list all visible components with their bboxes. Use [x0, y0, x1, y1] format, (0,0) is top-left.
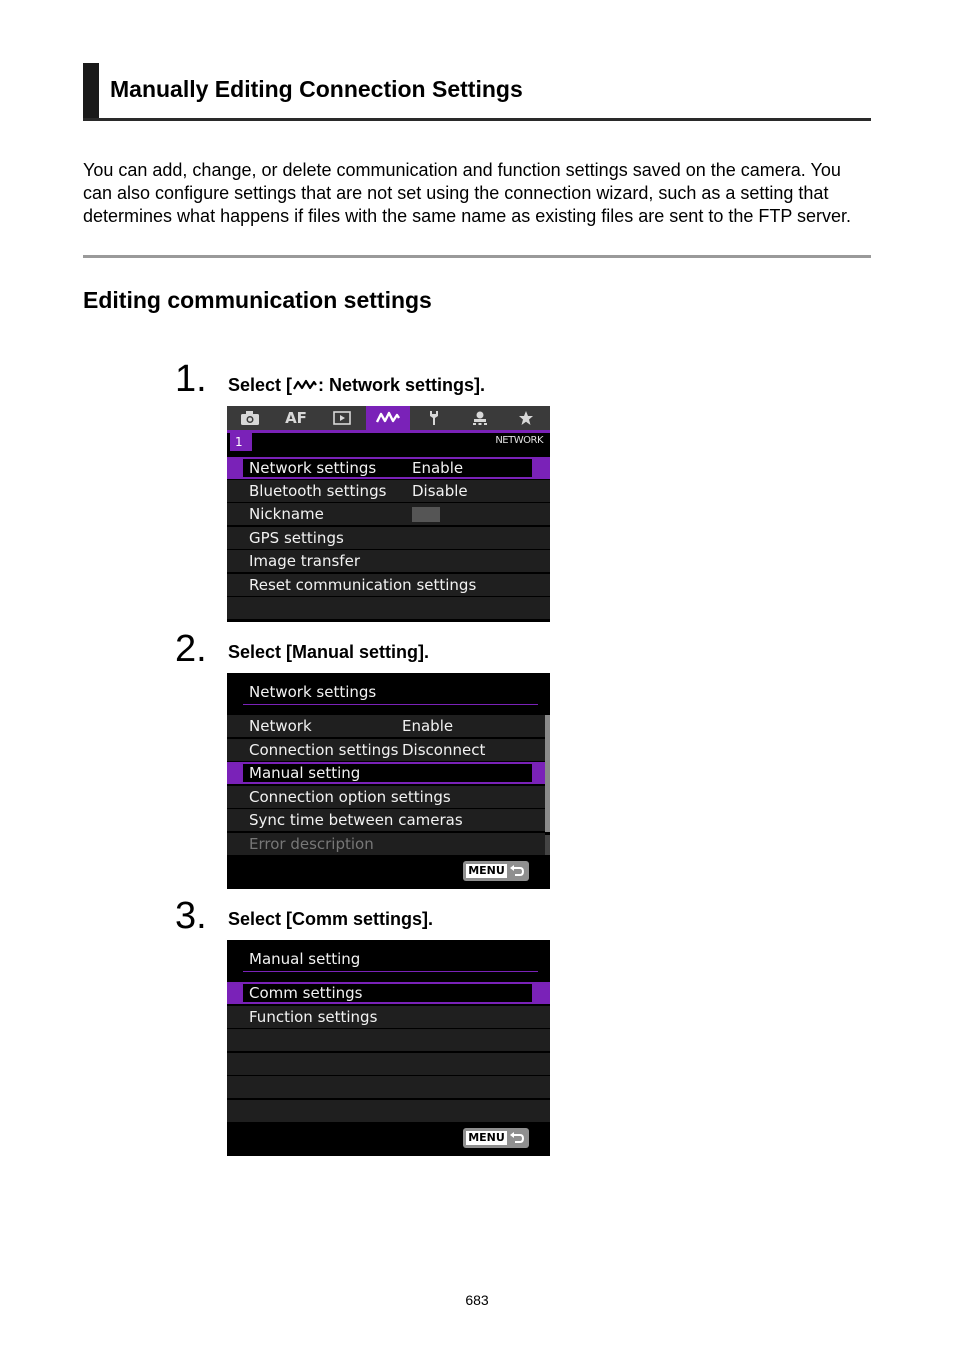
- menu-item-manual-setting[interactable]: Manual setting: [227, 762, 545, 784]
- tab-name-label: NETWORK: [495, 435, 543, 446]
- menu-item-bluetooth-settings[interactable]: Bluetooth settings Disable: [227, 480, 550, 502]
- wrench-icon: [412, 410, 456, 426]
- tab-network[interactable]: [366, 406, 410, 430]
- section-title: Manually Editing Connection Settings: [110, 76, 523, 102]
- screen-title: Manual setting: [249, 950, 361, 968]
- tab-setup[interactable]: [412, 406, 456, 430]
- subsection-title: Editing communication settings: [83, 287, 432, 313]
- nickname-value-placeholder: [412, 507, 440, 522]
- section-rule: [83, 118, 871, 121]
- network-wave-icon: [292, 376, 318, 390]
- step-1-number: 1.: [175, 358, 207, 400]
- page-number: 683: [465, 1292, 489, 1308]
- menu-item-sync-time[interactable]: Sync time between cameras: [227, 809, 545, 831]
- screen-title-rule: [243, 971, 538, 972]
- tab-page-number: 1: [230, 433, 252, 451]
- menu-item-comm-settings[interactable]: Comm settings: [227, 982, 550, 1004]
- menu-item-image-transfer[interactable]: Image transfer: [227, 550, 550, 572]
- tab-my-menu[interactable]: [504, 406, 548, 430]
- menu-item-connection-option-settings[interactable]: Connection option settings: [227, 786, 545, 808]
- intro-paragraph: You can add, change, or delete communication and function settings saved on the camera. You can also configure settings that are not set using the connection wizard, such as a setting that determines what happens if files with the same name as existing files are sent to the FTP server.: [83, 160, 852, 226]
- menu-back-button[interactable]: MENU: [463, 1128, 529, 1148]
- star-icon: [504, 410, 548, 426]
- tab-playback[interactable]: [320, 406, 364, 430]
- menu-item-reset-communication-settings[interactable]: Reset communication settings: [227, 574, 550, 596]
- menu-item-network[interactable]: Network Enable: [227, 715, 545, 737]
- menu-item-empty: [227, 1100, 550, 1122]
- menu-back-button[interactable]: MENU: [463, 861, 529, 881]
- network-wave-icon: [366, 410, 410, 426]
- menu-item-gps-settings[interactable]: GPS settings: [227, 527, 550, 549]
- scrollbar[interactable]: [545, 715, 550, 832]
- menu-item-empty: [227, 1029, 550, 1051]
- tab-custom[interactable]: [458, 406, 502, 430]
- menu-tab-bar: [227, 406, 550, 430]
- camera-screen-network-settings: [227, 673, 550, 889]
- menu-item-empty: [227, 597, 550, 619]
- menu-item-empty: [227, 1076, 550, 1098]
- menu-item-connection-settings[interactable]: Connection settings Disconnect: [227, 739, 545, 761]
- step-3-number: 3.: [175, 895, 207, 937]
- camera-icon: [228, 410, 272, 426]
- step-1-text: Select [ : Network settings].: [228, 375, 486, 395]
- menu-item-nickname[interactable]: Nickname: [227, 503, 550, 525]
- tab-shooting[interactable]: [228, 406, 272, 430]
- step-3-text: Select [Comm settings].: [228, 909, 434, 929]
- scrollbar-track: [545, 835, 550, 855]
- camera-screen-manual-setting: [227, 940, 550, 1156]
- screen-title-rule: [243, 704, 538, 705]
- playback-icon: [320, 410, 364, 426]
- step-2-number: 2.: [175, 628, 207, 670]
- screen-title: Network settings: [249, 683, 377, 701]
- tab-af[interactable]: AF: [285, 409, 307, 427]
- menu-item-error-description: Error description: [227, 833, 545, 855]
- menu-item-network-settings[interactable]: Network settings Enable: [227, 457, 550, 479]
- camera-screen-network-tab: [227, 406, 550, 622]
- step-2-text: Select [Manual setting].: [228, 642, 430, 662]
- section-header-bar: [83, 63, 99, 121]
- menu-item-function-settings[interactable]: Function settings: [227, 1006, 550, 1028]
- tab-subheader: [227, 433, 550, 451]
- custom-person-icon: [458, 410, 502, 426]
- menu-item-empty: [227, 1053, 550, 1075]
- intro-rule: [83, 255, 871, 258]
